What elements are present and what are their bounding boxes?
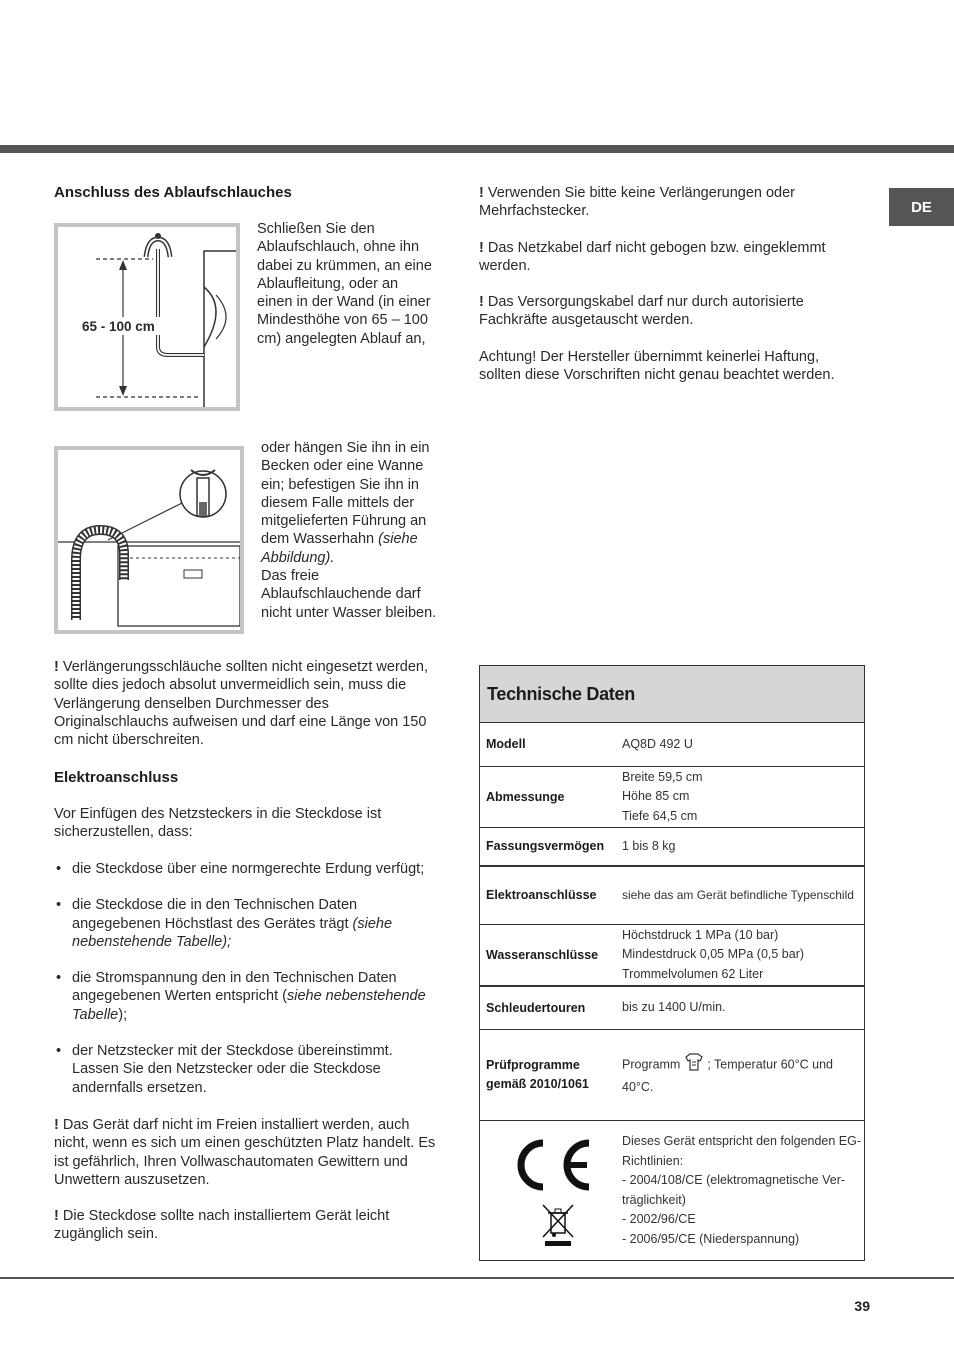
access-warning: ! Die Steckdose sollte nach installiertem Gerät leicht zugänglich sein. [54,1208,390,1243]
table-row: Elektroanschlüsse siehe das am Gerät befindliche Typenschild [480,867,864,925]
weee-bin-icon [543,1205,573,1246]
page-number: 39 [854,1298,870,1314]
ce-weee-marks [480,1121,614,1260]
sink-hose-illustration [58,450,240,630]
outdoor-warning: ! Das Gerät darf nicht im Freien installiert werden, auch nicht, wenn es sich um einen geschützten Platz handelt. Es ist gefährlich, Ihren Vollwaschautomaten Gewittern und Unwettern auszusetzen. [54,1117,436,1188]
drain-section-title: Anschluss des Ablaufschlauches [54,184,292,201]
table-row: Wasseranschlüsse Höchstdruck 1 MPa (10 bar) Mindestdruck 0,05 MPa (0,5 bar) Trommelvolumen 62 Liter [480,925,864,987]
table-row: Modell AQ8D 492 U [480,723,864,767]
table-row: Prüfprogramme gemäß 2010/1061 Programm ; Temperatur 60°C und 40°C. [480,1030,864,1121]
liability-notice: Achtung! Der Hersteller übernimmt keinerlei Haftung, sollten diese Vorschriften nicht genau beachtet werden. [479,349,835,384]
warning-cable-bend: ! Das Netzkabel darf nicht gebogen bzw. eingeklemmt werden. [479,240,826,275]
list-item: • der Netzstecker mit der Steckdose übereinstimmt. Lassen Sie den Netzstecker oder die Steckdose andernfalls ersetzen. [54,1042,439,1097]
table-title: Technische Daten [480,666,864,723]
ce-mark-icon [521,1143,543,1187]
bottom-rule [0,1277,954,1279]
table-row: Dieses Gerät entspricht den folgenden EG-Richtlinien: - 2004/108/CE (elektromagnetische Ver-träglichkeit) - 2002/96/CE - 2006/95/CE (Niederspannung) [480,1121,864,1260]
electrical-checklist [54,860,439,1115]
drain-text-2 [261,439,443,622]
machine-side [204,251,236,407]
drain-height-figure [54,223,240,411]
warning-cable-replace: ! Das Versorgungskabel darf nur durch autorisierte Fachkräfte ausgetauscht werden. [479,294,804,329]
sink-hose-figure [54,446,244,634]
warning-extensions: ! Verwenden Sie bitte keine Verlängerungen oder Mehrfachstecker. [479,185,796,220]
extension-warning-text: Verlängerungsschläuche sollten nicht eingesetzt werden, sollte dies jedoch absolut unvermeidlich sein, muss die Verlängerung denselben Durchmesser des Originalschlauchs aufweisen und darf eine Länge von 150 cm nicht überschreiten. [54,659,429,749]
language-tab: DE [889,188,954,226]
drain-height-illustration [58,227,236,407]
electrical-section-title: Elektroanschluss [54,769,179,786]
drain-text-2a: oder hängen Sie ihn in ein Becken oder eine Wanne ein; befestigen Sie ihn in diesem Falle mittels der mitgelieferten Führung an dem Wasserhahn [261,440,430,548]
list-item: • die Steckdose über eine normgerechte Erdung verfügt; [54,860,439,878]
cotton-program-icon [684,1053,704,1078]
drain-text-1: Schließen Sie den Ablaufschlauch, ohne ihn dabei zu krümmen, an eine Ablaufleitung, oder an einen in der Wand (in einer Mindesthöhe von 65 – 100 cm) angelegten Ablauf an, [257,221,432,347]
list-item: • die Stromspannung den in den Technischen Daten angegebenen Werten entspricht (siehe nebenstehende Tabelle); [54,969,439,1024]
warning-mark: ! [54,659,59,675]
drain-text-2b: Das freie Ablaufschlauchende darf nicht unter Wasser bleiben. [261,568,437,621]
table-row: Abmessunge Breite 59,5 cm Höhe 85 cm Tiefe 64,5 cm [480,767,864,828]
extension-warning [54,658,439,749]
drain-text-2-italic: (siehe Abbildung). [261,531,418,566]
electrical-intro: Vor Einfügen des Netzsteckers in die Steckdose ist sicherzustellen, dass: [54,806,382,841]
list-item: • die Steckdose die in den Technischen Daten angegebenen Höchstlast des Gerätes trägt (siehe nebenstehende Tabelle); [54,896,439,951]
table-row: Fassungsvermögen 1 bis 8 kg [480,828,864,867]
figure-height-label: 65 - 100 cm [82,319,155,334]
technical-data-table [479,665,865,1261]
table-row: Schleudertouren bis zu 1400 U/min. [480,987,864,1030]
top-rule [0,145,954,153]
